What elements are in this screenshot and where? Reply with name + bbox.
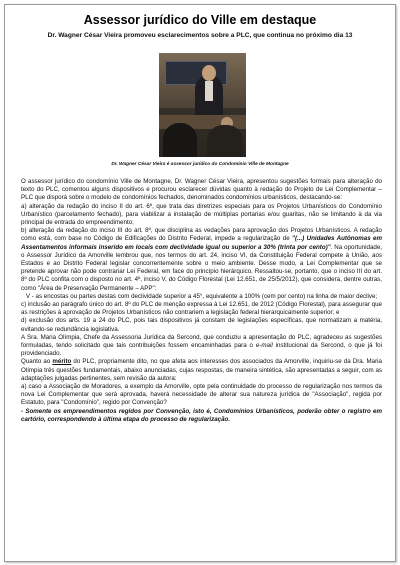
newsletter-page — [4, 4, 396, 562]
paragraph-item-d: d) exclusão dos arts. 19 a 24 do PLC, pois tais dispositivos já constam de legislações específicas, que normatizam a matéria, evitando-se redundância legislativa. — [21, 317, 382, 333]
paragraph-sercond: A Sra. Maria Olímpia, Chefe da Assessoria Jurídica da Sercond, que conduziu a apresentação do PLC, agradeceu as sugestões formuladas, tendo solicitado que tais contribuições fossem encaminhadas para o e-mail institucional da Sercond, o que já foi providenciado. — [21, 333, 382, 358]
paragraph-item-b: b) alteração da redação do inciso III do art. 8º, que disciplina as vedações para aprovação dos Projetos Urbanísticos. A redação como está, com base no Código de Edificações do Distrito Federal, impede a regularização de "(...) Unidades Autônomas em Assentamentos informais inserido em locais com declividade igual ou superior a 30% (trinta por cento)". Na oportunidade, o Assessor Jurídico da Amorville lembrou que, nos termos do art. 24, inciso VI, da Constituição Federal compete à União, aos Estados e ao Distrito Federal legislar concorrentemente sobre o meio ambiente. Desse modo, a Lei Complementar que se pretende aprovar não pode contrariar Lei Federal, em face do princípio hierárquico. Ressaltou-se, portanto, que o inciso III do art. 8º do PLC confita com o disposto no art. 4º, inciso V, do Código Florestal (Lei 12.651, de 25/5/2012), que considera, dentre outras, como "Área de Preservação Permanente – APP": — [21, 227, 382, 292]
article-title: Assessor jurídico do Ville em destaque — [83, 13, 317, 27]
paragraph-quote-law: V - as encostas ou partes destas com declividade superior a 45°, equivalente a 100% (cem por cento) na linha de maior declive; — [25, 292, 378, 300]
paragraph-item-a: a) alteração da redação do inciso II do art. 6º, que trata das diretrizes especiais para os Projetos Urbanísticos do Condomínio Urbanístico (parcelamento fechado), para viabilizar a instalação de múltiplas portarias e/ou guaritas, não se limitando à da via principal de entrada do empreendimento; — [21, 202, 382, 227]
paragraph-intro: O assessor jurídico do condomínio Ville de Montagne, Dr. Wagner César Vieira, apresentou sugestões formais para alteração do texto do PLC, comentou alguns dispositivos e procurou esclarecer dúvidas quanto à redação do Projeto de Lei Complementar – PLC que disporá sobre o modelo de condomínios fechados, denominados condomínios urbanísticos, destacando-se: — [21, 178, 382, 202]
paragraph-merit: Quanto ao mérito do PLC, propriamente dito, no que afeta aos interesses dos associados da Amorville, inquiriu-se da Dra. Maria Olímpia três questões fundamentais, abaixo anunciadas, cujas respostas, de maneira sintética, são apresentadas a seguir, com as adaptações julgadas pertinentes, sem revisão da autora: — [21, 358, 382, 382]
paragraph-question-a: a) caso a Associação de Moradores, a exemplo da Amorville, opte pela continuidade do processo de regularização nos termos da nova Lei Complementar que será aprovada, haverá necessidade de alterar sua natureza jurídica de "Associação", regida por Estatuto, para "Condomínio", regido por Convenção? — [21, 383, 382, 407]
merit-word: mérito — [52, 358, 72, 366]
article-body — [21, 178, 382, 424]
email-word: e-mail — [255, 342, 273, 350]
article-subtitle: Dr. Wagner César Vieira promoveu esclarecimentos sobre a PLC, que continua no próximo dia 13 — [47, 32, 353, 39]
article-photo — [159, 53, 246, 157]
paragraph-answer-a: - Somente os empreendimentos regidos por Convenção, isto é, Condomínios Urbanísticos, poderão obter o registro em cartório, correspondendo à última etapa do processo de regularização. — [21, 407, 382, 423]
paragraph-item-c: c) inclusão ao parágrafo único do art. 8º do PLC de menção expressa à Lei 12.651, de 2012 (Código Florestal), para assegurar que as restrições à aprovação de Projetos Urbanísticos não contrariem a legislação federal hierarquicamente superior; e — [21, 301, 382, 317]
quoted-text: "(...) Unidades Autônomas em Assentamentos informais inserido em locais com declividade igual ou superior a 30% (trinta por cento)" — [21, 235, 382, 251]
photo-caption: Dr. Wagner César Vieira é assessor jurídico do Condomínio Ville de Montagne — [111, 162, 289, 167]
